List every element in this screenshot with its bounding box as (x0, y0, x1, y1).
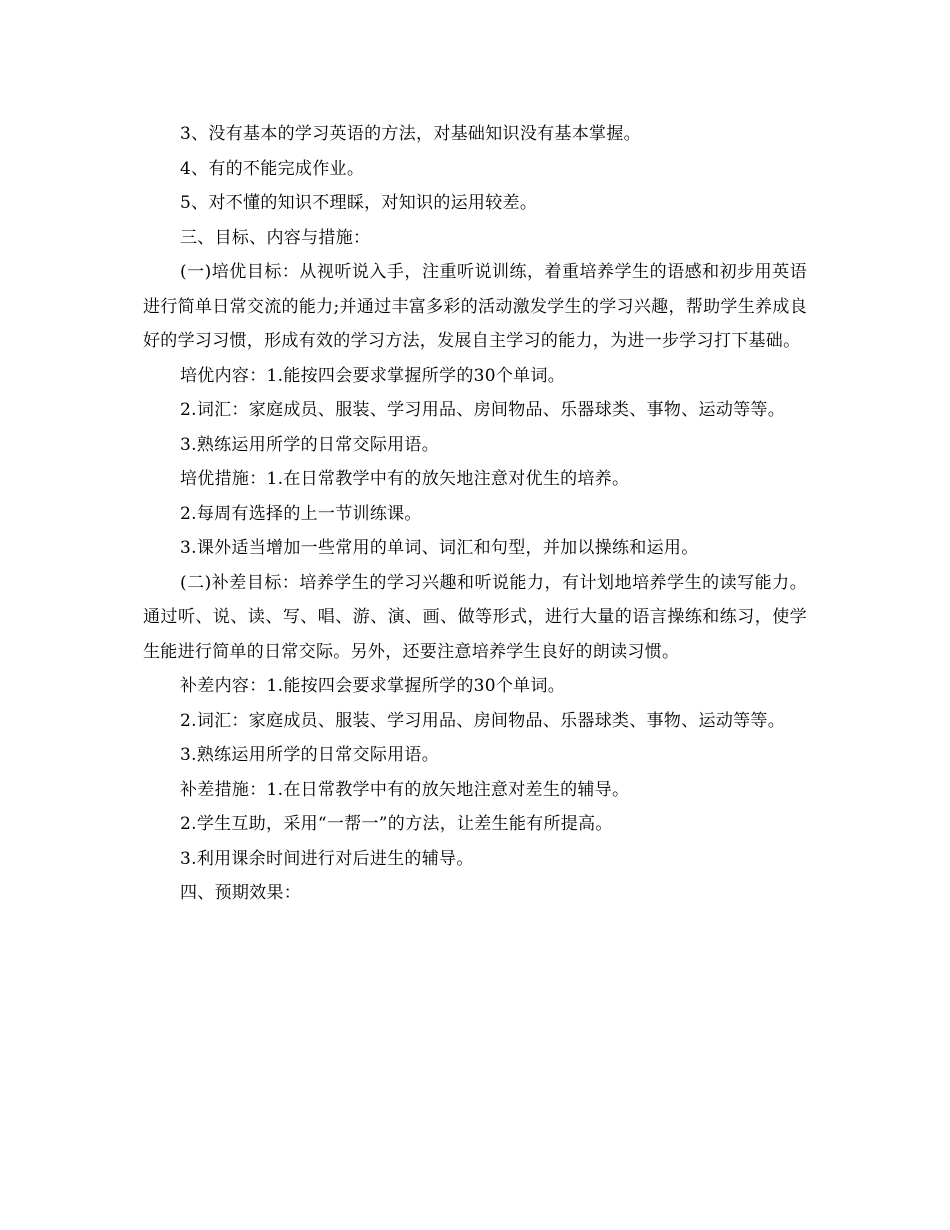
paragraph-remedial-content-1: 补差内容：1.能按四会要求掌握所学的30个单词。 (180, 676, 566, 696)
paragraph-enrichment-content-3: 3.熟练运用所学的日常交际用语。 (180, 434, 440, 455)
paragraph-enrichment-measure-2: 2.每周有选择的上一节训练课。 (180, 503, 422, 524)
paragraph-remedial-measure-2: 2.学生互助，采用“一帮一”的方法，让差生能有所提高。 (180, 814, 613, 834)
paragraph-remedial-goal: (二)补差目标：培养学生的学习兴趣和听说能力，有计划地培养学生的读写能力。通过听、说、读、写、唱、游、演、画、做等形式，进行大量的语言操练和练习，使学生能进行简单的日常交际。另外，还要注意培养学生良好的朗读习惯。 (143, 572, 807, 662)
paragraph-problem-5: 5、对不懂的知识不理睬，对知识的运用较差。 (180, 193, 538, 213)
paragraph-enrichment-content-2: 2.词汇：家庭成员、服装、学习用品、房间物品、乐器球类、事物、运动等等。 (180, 400, 786, 420)
document-body (143, 117, 807, 911)
paragraph-enrichment-measure-3: 3.课外适当增加一些常用的单词、词汇和句型，并加以操练和运用。 (180, 538, 699, 558)
section-heading-expected-results: 四、预期效果： (180, 883, 302, 903)
paragraph-remedial-measure-1: 补差措施：1.在日常教学中有的放矢地注意对差生的辅导。 (180, 779, 630, 800)
paragraph-remedial-measure-3: 3.利用课余时间进行对后进生的辅导。 (180, 848, 474, 869)
paragraph-enrichment-measure-1: 培优措施：1.在日常教学中有的放矢地注意对优生的培养。 (180, 469, 630, 489)
paragraph-enrichment-content-1: 培优内容：1.能按四会要求掌握所学的30个单词。 (180, 365, 566, 386)
paragraph-enrichment-goal: (一)培优目标：从视听说入手，注重听说训练，着重培养学生的语感和初步用英语进行简单日常交流的能力;并通过丰富多彩的活动激发学生的学习兴趣，帮助学生养成良好的学习习惯，形成有效的学习方法，发展自主学习的能力，为进一步学习打下基础。 (143, 262, 807, 351)
paragraph-remedial-content-3: 3.熟练运用所学的日常交际用语。 (180, 745, 440, 765)
paragraph-remedial-content-2: 2.词汇：家庭成员、服装、学习用品、房间物品、乐器球类、事物、运动等等。 (180, 710, 786, 731)
paragraph-problem-4: 4、有的不能完成作业。 (180, 158, 365, 179)
paragraph-problem-3: 3、没有基本的学习英语的方法，对基础知识没有基本掌握。 (180, 124, 641, 144)
section-heading-goals: 三、目标、内容与措施： (180, 227, 371, 248)
